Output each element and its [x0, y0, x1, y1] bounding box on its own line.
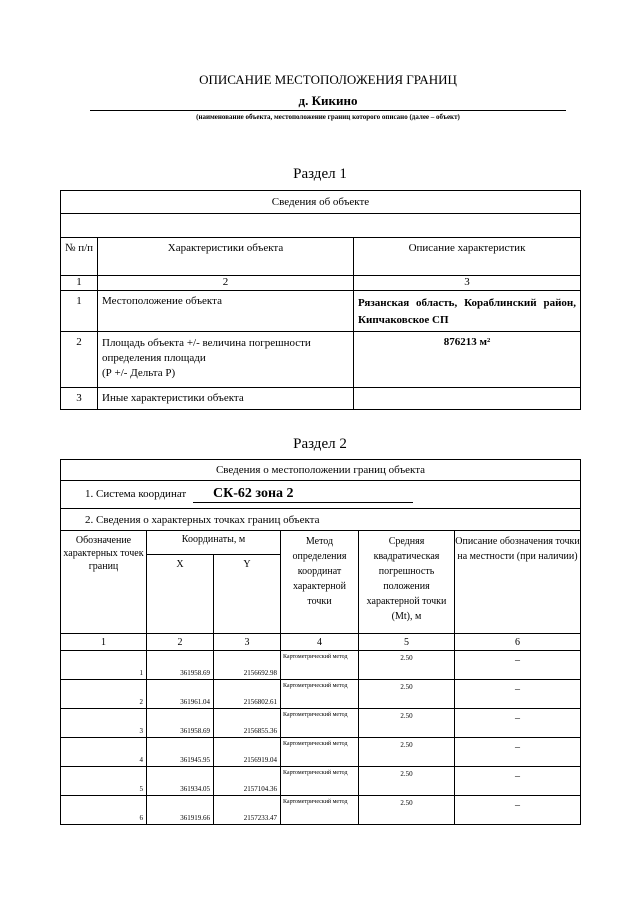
row-characteristic: Местоположение объекта: [98, 291, 354, 332]
col-number: 6: [455, 634, 581, 651]
points-label: 2. Сведения о характерных точках границ объекта: [61, 509, 581, 531]
point-y: 2156802.61: [214, 680, 281, 709]
section1-heading: Раздел 1: [293, 166, 347, 182]
col-number: 4: [281, 634, 359, 651]
blank-row: [61, 214, 581, 238]
point-error: 2.50: [359, 796, 455, 825]
point-method: Картометрический метод: [281, 680, 359, 709]
area-value: 876213 м²: [354, 332, 581, 388]
point-method: Картометрический метод: [281, 651, 359, 680]
point-id: 3: [61, 709, 147, 738]
title-underline: [90, 110, 566, 111]
point-x: 361958.69: [147, 651, 214, 680]
row-num: 2: [61, 332, 98, 388]
coord-system-row: [61, 481, 581, 509]
point-error: 2.50: [359, 767, 455, 796]
point-x: 361958.69: [147, 709, 214, 738]
point-y: 2156855.36: [214, 709, 281, 738]
header-designation: Обозначение характерных точек границ: [61, 531, 147, 634]
header-error: Средняя квадратическая погрешность положения характерной точки (Мt), м: [359, 531, 455, 634]
col-number: 3: [354, 276, 581, 291]
object-caption: (наименование объекта, местоположение границ которого описано (далее – объект): [196, 113, 460, 121]
point-error: 2.50: [359, 709, 455, 738]
table-row: [61, 796, 581, 825]
point-description: –: [455, 796, 581, 825]
row-description: Рязанская область, Кораблинский район, Кипчаковское СП: [354, 291, 581, 332]
area-characteristic-text: Площадь объекта +/- величина погрешности определения площади: [102, 337, 311, 364]
point-method: Картометрический метод: [281, 796, 359, 825]
point-error: 2.50: [359, 738, 455, 767]
document-title: ОПИСАНИЕ МЕСТОПОЛОЖЕНИЯ ГРАНИЦ: [199, 72, 457, 87]
col-number: 1: [61, 634, 147, 651]
table-row: [61, 651, 581, 680]
header-x: X: [147, 555, 214, 634]
col-header-characteristic: Характеристики объекта: [98, 238, 354, 276]
table-row: [61, 767, 581, 796]
point-description: –: [455, 767, 581, 796]
point-description: –: [455, 738, 581, 767]
point-id: 2: [61, 680, 147, 709]
point-description: –: [455, 680, 581, 709]
point-method: Картометрический метод: [281, 767, 359, 796]
col-number: 1: [61, 276, 98, 291]
point-id: 1: [61, 651, 147, 680]
point-y: 2157233.47: [214, 796, 281, 825]
row-num: 3: [61, 388, 98, 410]
section2-heading: Раздел 2: [293, 436, 347, 452]
object-info-table: [60, 190, 581, 410]
col-number: 2: [98, 276, 354, 291]
coord-system-value-text: СК-62 зона 2: [212, 486, 294, 501]
object-name: д. Кикино: [298, 93, 358, 108]
col-number: 5: [359, 634, 455, 651]
boundary-table-title: Сведения о местоположении границ объекта: [61, 460, 581, 481]
point-x: 361945.95: [147, 738, 214, 767]
point-x: 361961.04: [147, 680, 214, 709]
row-characteristic: [98, 332, 354, 388]
point-description: –: [455, 651, 581, 680]
point-y: 2156692.98: [214, 651, 281, 680]
point-error: 2.50: [359, 651, 455, 680]
row-description: [354, 388, 581, 410]
point-id: 4: [61, 738, 147, 767]
header-method: Метод определения координат характерной точки: [281, 531, 359, 634]
table-row: [61, 738, 581, 767]
header-coords: Координаты, м: [147, 531, 281, 555]
col-header-description: Описание характеристик: [354, 238, 581, 276]
header-description: Описание обозначения точки на местности (при наличии): [455, 531, 581, 634]
point-id: 5: [61, 767, 147, 796]
point-method: Картометрический метод: [281, 738, 359, 767]
coord-system-value: [193, 486, 413, 503]
point-y: 2156919.04: [214, 738, 281, 767]
row-characteristic: Иные характеристики объекта: [98, 388, 354, 410]
table-row: [61, 709, 581, 738]
col-number: 3: [214, 634, 281, 651]
boundary-points-table: [60, 459, 581, 825]
table-row: [61, 680, 581, 709]
col-header-num: № п/п: [61, 238, 98, 276]
area-characteristic-formula: (Р +/- Дельта Р): [102, 367, 176, 379]
coord-system-label: 1. Система координат: [85, 488, 187, 500]
point-x: 361919.66: [147, 796, 214, 825]
point-y: 2157104.36: [214, 767, 281, 796]
col-number: 2: [147, 634, 214, 651]
point-method: Картометрический метод: [281, 709, 359, 738]
point-x: 361934.05: [147, 767, 214, 796]
row-num: 1: [61, 291, 98, 332]
point-error: 2.50: [359, 680, 455, 709]
point-description: –: [455, 709, 581, 738]
point-id: 6: [61, 796, 147, 825]
object-info-title: Сведения об объекте: [61, 191, 581, 214]
header-y: Y: [214, 555, 281, 634]
